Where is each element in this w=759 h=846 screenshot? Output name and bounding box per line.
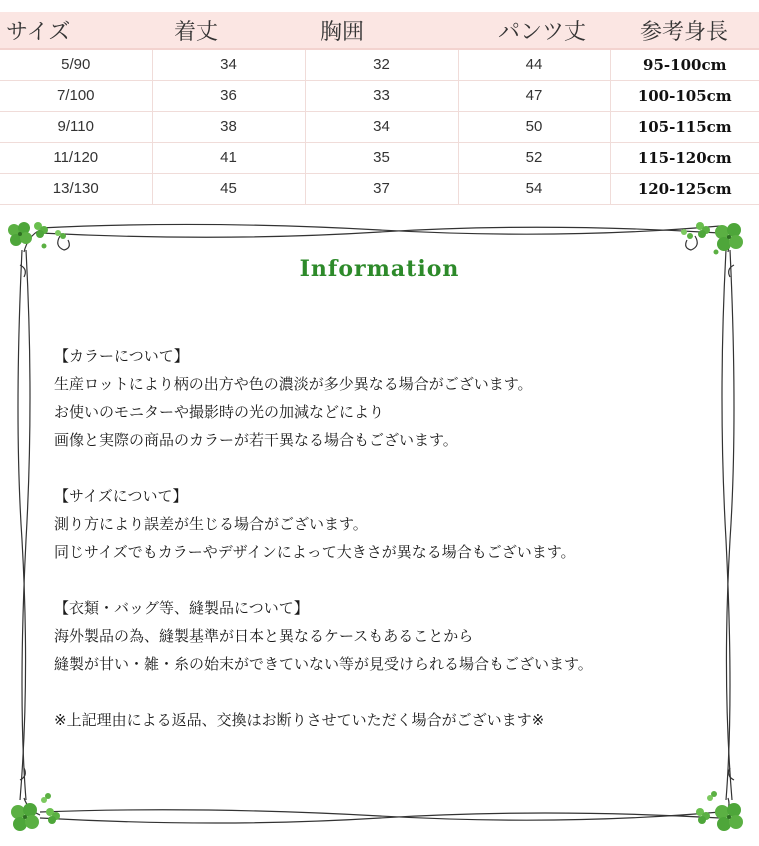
section-line: 海外製品の為、縫製基準が日本と異なるケースもあることから bbox=[54, 627, 474, 645]
cell-length: 41 bbox=[152, 142, 305, 173]
section-heading: 【サイズについて】 bbox=[54, 487, 188, 505]
cell-chest: 33 bbox=[305, 80, 458, 111]
section-size bbox=[54, 482, 714, 566]
header-size: サイズ bbox=[0, 12, 152, 49]
cell-size: 5/90 bbox=[0, 49, 152, 80]
section-line: 画像と実際の商品のカラーが若干異なる場合もございます。 bbox=[54, 431, 458, 449]
size-table bbox=[0, 12, 759, 205]
cell-height: 95-100cm bbox=[610, 49, 759, 80]
cell-chest: 32 bbox=[305, 49, 458, 80]
cell-size: 13/130 bbox=[0, 173, 152, 204]
cell-height: 105-115cm bbox=[610, 111, 759, 142]
cell-pants-length: 52 bbox=[458, 142, 610, 173]
header-length: 着丈 bbox=[152, 12, 305, 49]
info-body bbox=[54, 342, 714, 734]
cell-height: 120-125cm bbox=[610, 173, 759, 204]
return-notice: ※上記理由による返品、交換はお断りさせていただく場合がございます※ bbox=[54, 711, 545, 729]
cell-size: 11/120 bbox=[0, 142, 152, 173]
clover-icon-top-left bbox=[8, 222, 66, 249]
clover-icon-bottom-left bbox=[11, 793, 60, 831]
table-row bbox=[0, 142, 759, 173]
table-row bbox=[0, 49, 759, 80]
cell-length: 36 bbox=[152, 80, 305, 111]
section-line: 生産ロットにより柄の出方や色の濃淡が多少異なる場合がございます。 bbox=[54, 375, 533, 393]
table-row bbox=[0, 111, 759, 142]
cell-length: 34 bbox=[152, 49, 305, 80]
cell-pants-length: 44 bbox=[458, 49, 610, 80]
header-chest: 胸囲 bbox=[305, 12, 458, 49]
section-color bbox=[54, 342, 714, 454]
cell-chest: 37 bbox=[305, 173, 458, 204]
cell-length: 45 bbox=[152, 173, 305, 204]
size-table-header-row bbox=[0, 12, 759, 49]
cell-chest: 34 bbox=[305, 111, 458, 142]
header-reference-height: 参考身長 bbox=[610, 12, 759, 49]
cell-length: 38 bbox=[152, 111, 305, 142]
section-line: 測り方により誤差が生じる場合がございます。 bbox=[54, 515, 368, 533]
header-pants-length: パンツ丈 bbox=[458, 12, 610, 49]
section-heading: 【カラーについて】 bbox=[54, 347, 189, 365]
section-sewn-goods bbox=[54, 594, 714, 678]
cell-pants-length: 47 bbox=[458, 80, 610, 111]
info-title: Information bbox=[299, 256, 460, 282]
cell-pants-length: 54 bbox=[458, 173, 610, 204]
cell-size: 9/110 bbox=[0, 111, 152, 142]
clover-icon-bottom-right bbox=[696, 791, 743, 831]
table-row bbox=[0, 173, 759, 204]
cell-pants-length: 50 bbox=[458, 111, 610, 142]
section-line: 縫製が甘い・雑・糸の始末ができていない等が見受けられる場合もございます。 bbox=[54, 655, 593, 673]
cell-height: 115-120cm bbox=[610, 142, 759, 173]
section-heading: 【衣類・バッグ等、縫製品について】 bbox=[54, 599, 309, 617]
cell-chest: 35 bbox=[305, 142, 458, 173]
cell-height: 100-105cm bbox=[610, 80, 759, 111]
clover-icon-top-right bbox=[681, 222, 743, 255]
section-line: お使いのモニターや撮影時の光の加減などにより bbox=[54, 403, 385, 421]
cell-size: 7/100 bbox=[0, 80, 152, 111]
section-line: 同じサイズでもカラーやデザインによって大きさが異なる場合もございます。 bbox=[54, 543, 576, 561]
table-row bbox=[0, 80, 759, 111]
